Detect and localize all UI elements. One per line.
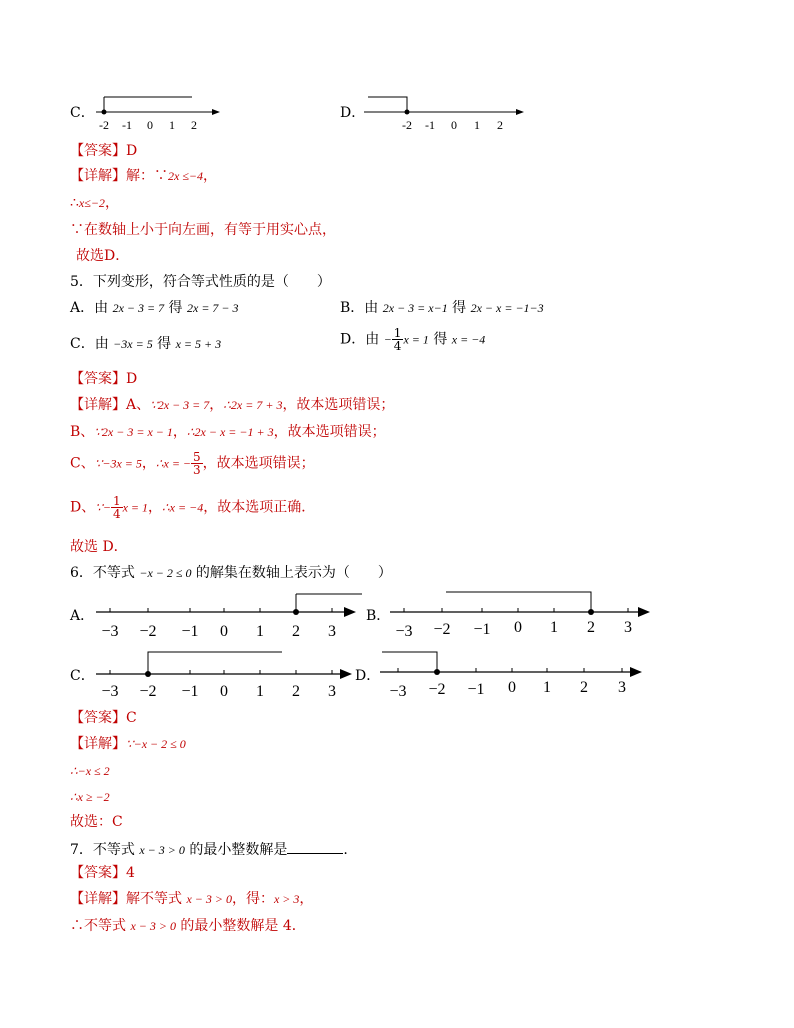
tick-label: −2 xyxy=(428,681,446,698)
math-expr: ∴2x = 7 + 3 xyxy=(223,398,283,412)
q6-option-a-number-line xyxy=(92,588,362,644)
q6-detail-line-3 xyxy=(70,788,110,806)
q6-conclusion: 故选：C xyxy=(70,814,123,830)
q4-option-d-number-line xyxy=(362,92,528,134)
axis-arrow xyxy=(516,109,524,115)
math-expr: −x − 2 ≤ 0 xyxy=(139,566,192,580)
tick-label: 1 xyxy=(256,623,264,640)
tick-label: 1 xyxy=(256,683,264,700)
tick-label: 3 xyxy=(328,683,336,700)
option-label: A．由 xyxy=(70,300,113,316)
tick-label: 3 xyxy=(624,619,632,636)
axis-arrow xyxy=(340,669,352,679)
tick-label: 2 xyxy=(587,619,595,636)
solution-ray xyxy=(148,652,282,674)
tick-label: 2 xyxy=(580,679,588,696)
fraction xyxy=(191,451,203,476)
stem-text: 6．不等式 xyxy=(70,565,140,581)
option-label: D．由 xyxy=(340,331,384,348)
q5-detail-d xyxy=(70,495,315,520)
tick-label: -1 xyxy=(122,118,132,132)
q4-detail-line-2 xyxy=(70,194,119,212)
fraction-denominator: 3 xyxy=(193,463,201,477)
option-label: C．由 xyxy=(70,336,114,352)
punct: ， xyxy=(172,424,187,440)
detail-tag: 【详解】 xyxy=(70,168,126,184)
q7-answer xyxy=(70,864,135,882)
stem-text: 的解集在数轴上表示为（ ） xyxy=(191,565,392,581)
tick-label: −2 xyxy=(433,621,451,638)
detail-text: ，得： xyxy=(231,891,274,907)
math-expr: 2x − 3 = x−1 xyxy=(382,301,448,315)
detail-lead: B、 xyxy=(70,424,95,440)
verdict: ，故本选项错误； xyxy=(282,397,395,413)
q5-stem: 5．下列变形，符合等式性质的是（ ） xyxy=(70,274,331,290)
connector: 得 xyxy=(164,300,187,316)
q6-answer xyxy=(70,709,137,727)
answer-value: 4 xyxy=(126,865,135,881)
math-expr: x = 1 xyxy=(122,500,149,515)
solid-point xyxy=(293,609,299,615)
q6-option-d-label: D． xyxy=(355,668,381,684)
tick-label: −3 xyxy=(101,623,119,640)
math-expr: ∴−x ≤ 2 xyxy=(70,764,110,778)
fraction-denominator: 4 xyxy=(112,507,121,521)
fraction-denominator: 4 xyxy=(393,339,402,353)
solution-ray xyxy=(368,97,407,112)
fraction-numerator: 1 xyxy=(112,494,121,508)
tick-label: 2 xyxy=(497,118,503,132)
q5-detail-c xyxy=(70,451,315,476)
tick-label: 0 xyxy=(451,118,457,132)
tick-label: 1 xyxy=(543,679,551,696)
verdict: ，故本选项正确． xyxy=(203,499,316,516)
q6-option-b-number-line xyxy=(386,586,658,642)
tick-label: −2 xyxy=(139,683,157,700)
verdict: ，故本选项错误； xyxy=(202,455,315,472)
tick-label: −1 xyxy=(181,683,199,700)
detail-tag: 【详解】 xyxy=(70,397,126,413)
solid-point xyxy=(588,609,594,615)
tick-label: −3 xyxy=(395,623,413,640)
tick-label: 2 xyxy=(292,623,300,640)
math-expr: ∴2x − x = −1 + 3 xyxy=(186,425,274,439)
punct: ， xyxy=(203,168,218,184)
solid-point xyxy=(405,110,410,115)
math-expr: 2x = 7 − 3 xyxy=(187,301,239,315)
punct: . xyxy=(343,842,348,858)
detail-text: ∴不等式 xyxy=(70,918,131,934)
answer-value: C xyxy=(126,710,137,726)
connector: 得 xyxy=(428,331,452,348)
tick-label: −1 xyxy=(473,621,491,638)
answer-tag: 【答案】 xyxy=(70,710,126,726)
tick-label: 2 xyxy=(292,683,300,700)
fraction-numerator: 1 xyxy=(393,326,402,340)
answer-blank xyxy=(287,839,343,854)
math-expr: ∵2x − 3 = 7 xyxy=(150,398,210,412)
answer-tag: 【答案】 xyxy=(70,865,126,881)
connector: 得 xyxy=(447,300,471,316)
math-expr: ∵2x − 3 = x − 1 xyxy=(94,425,173,439)
math-expr: x > 3 xyxy=(273,892,300,906)
math-expr: ∴x ≥ −2 xyxy=(70,790,110,804)
math-expr: 2x − x = −1−3 xyxy=(470,301,544,315)
stem-text: 的最小整数解是 xyxy=(184,842,288,858)
tick-label: −2 xyxy=(139,623,157,640)
fraction xyxy=(392,327,404,352)
axis-arrow xyxy=(638,607,650,617)
q5-option-a xyxy=(70,299,239,317)
math-expr: x = 5 + 3 xyxy=(175,337,222,351)
math-expr: ∵−3x = 5 xyxy=(94,456,142,471)
verdict: ，故本选项错误； xyxy=(273,424,386,440)
punct: ， xyxy=(104,195,119,211)
math-expr: − xyxy=(383,332,392,347)
q6-detail-line-2 xyxy=(70,762,110,780)
q5-conclusion: 故选 D． xyxy=(70,539,128,555)
tick-label: -2 xyxy=(402,118,412,132)
solid-point xyxy=(145,671,151,677)
detail-lead: C、 xyxy=(70,455,95,472)
axis-arrow xyxy=(344,607,356,617)
detail-lead: 解： xyxy=(126,168,154,184)
tick-label: −1 xyxy=(181,623,199,640)
tick-label: 3 xyxy=(618,679,626,696)
connector: 得 xyxy=(152,336,176,352)
q7-final-line xyxy=(70,917,306,935)
q4-answer xyxy=(70,142,137,160)
q5-option-b xyxy=(340,299,544,317)
math-expr: −3x = 5 xyxy=(113,337,153,351)
tick-label: 1 xyxy=(474,118,480,132)
tick-label: −1 xyxy=(467,681,485,698)
math-expr: x = −4 xyxy=(451,332,486,347)
detail-tag: 【详解】 xyxy=(70,891,126,907)
tick-label: 1 xyxy=(169,118,175,132)
q6-stem xyxy=(70,564,392,582)
q6-option-b-label: B． xyxy=(366,608,391,624)
answer-value: D xyxy=(126,371,138,387)
detail-tag: 【详解】 xyxy=(70,736,126,752)
therefore-symbol: ∴ xyxy=(70,195,79,211)
math-expr: x − 3 > 0 xyxy=(139,843,185,857)
math-expr: x≤−2 xyxy=(78,196,105,210)
q7-detail-line-1 xyxy=(70,890,313,908)
q5-detail-b xyxy=(70,423,386,441)
q4-option-c-label: C． xyxy=(70,105,95,121)
punct: ， xyxy=(148,499,163,516)
detail-text: 解不等式 xyxy=(126,891,187,907)
math-expr: x − 3 > 0 xyxy=(186,892,232,906)
tick-label: 0 xyxy=(147,118,153,132)
solid-point xyxy=(102,110,107,115)
stem-text: 7．不等式 xyxy=(70,842,140,858)
q6-option-d-number-line xyxy=(376,646,646,702)
tick-label: 1 xyxy=(550,619,558,636)
q6-option-c-number-line xyxy=(92,648,358,704)
q6-detail-line-1 xyxy=(70,735,186,753)
q6-option-a-label: A． xyxy=(70,608,95,624)
math-expr: x − 3 > 0 xyxy=(130,919,176,933)
axis-arrow xyxy=(630,667,642,677)
tick-labels xyxy=(99,118,197,132)
tick-label: 0 xyxy=(514,619,522,636)
solid-point xyxy=(434,669,440,675)
q5-option-d xyxy=(340,327,485,352)
q5-answer xyxy=(70,370,137,388)
math-expr: ∴x = −4 xyxy=(162,500,204,515)
tick-label: 2 xyxy=(191,118,197,132)
q7-stem xyxy=(70,839,348,859)
q4-option-c-number-line xyxy=(92,92,224,134)
math-expr: x = 1 xyxy=(403,332,429,347)
tick-label: 0 xyxy=(220,683,228,700)
answer-value: D xyxy=(126,143,138,159)
q4-conclusion: 故选D． xyxy=(76,248,130,264)
punct: ， xyxy=(209,397,224,413)
q6-option-c-label: C． xyxy=(70,668,95,684)
tick-label: −3 xyxy=(389,683,407,700)
tick-label: −3 xyxy=(101,683,119,700)
solution-ray xyxy=(382,652,437,672)
fraction-numerator: 5 xyxy=(193,450,201,464)
q4-detail-line-1 xyxy=(70,167,217,185)
fraction xyxy=(111,495,123,520)
math-expr: ∴x = − xyxy=(155,456,192,471)
detail-lead: D、 xyxy=(70,499,96,516)
answer-tag: 【答案】 xyxy=(70,371,126,387)
tick-label: -1 xyxy=(425,118,435,132)
math-expr: 2x ≤−4 xyxy=(168,169,204,183)
answer-tag: 【答案】 xyxy=(70,143,126,159)
detail-lead: A、 xyxy=(126,397,151,413)
tick-label: -2 xyxy=(99,118,109,132)
tick-label: 3 xyxy=(328,623,336,640)
tick-label: 0 xyxy=(220,623,228,640)
since-symbol: ∵ xyxy=(154,168,168,184)
tick-label: 0 xyxy=(508,679,516,696)
punct: ， xyxy=(299,891,314,907)
axis-arrow xyxy=(212,109,220,115)
punct: ， xyxy=(141,455,156,472)
math-expr: ∵− xyxy=(95,500,111,515)
math-expr: 2x − 3 = 7 xyxy=(112,301,165,315)
option-label: B．由 xyxy=(340,300,383,316)
math-expr: ∵−x − 2 ≤ 0 xyxy=(126,737,186,751)
q4-detail-line-3: ∵在数轴上小于向左画，有等于用实心点， xyxy=(70,222,336,238)
detail-text: 的最小整数解是 4． xyxy=(175,918,306,934)
q5-detail-a xyxy=(70,396,394,414)
q5-option-c xyxy=(70,335,221,353)
q4-option-d-label: D． xyxy=(340,105,366,121)
